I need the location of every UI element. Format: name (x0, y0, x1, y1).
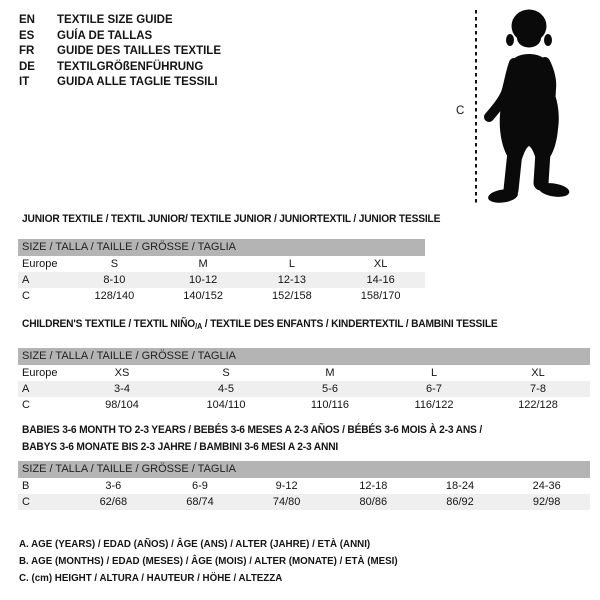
table-cell: L (430, 367, 438, 379)
table-cell: 92/98 (532, 496, 561, 508)
table-cell: 140/152 (183, 290, 223, 302)
table-row (18, 288, 425, 304)
table-row (18, 397, 590, 413)
children-size-table (18, 348, 590, 413)
table-cell: 68/74 (186, 496, 214, 508)
table-cell: 86/92 (446, 496, 474, 508)
table-cell: 62/68 (99, 496, 128, 508)
table-row (18, 494, 590, 510)
table-cell: XS (114, 367, 130, 379)
footnote-age-years: A. AGE (YEARS) / EDAD (AÑOS) / ÂGE (ANS) / ALTER (JAHRE) / ETÀ (ANNI) (19, 538, 371, 550)
table-cell: 116/122 (414, 399, 454, 411)
language-label: GUÍA DE TALLAS (57, 29, 153, 42)
table-cell: 158/170 (360, 290, 401, 302)
table-cell: 3-6 (105, 480, 122, 492)
table-cell: S (222, 367, 230, 379)
table-cell: 104/110 (206, 399, 246, 411)
row-label: B (22, 480, 30, 492)
table-cell: 14-16 (366, 274, 395, 286)
table-cell: 6-9 (192, 480, 208, 492)
table-cell: 98/104 (105, 399, 139, 411)
language-row (19, 60, 221, 76)
row-label: Europe (22, 258, 58, 270)
table-cell: 4-5 (218, 383, 234, 395)
footnotes (19, 536, 426, 587)
language-row (19, 13, 221, 29)
table-cell: 12-18 (359, 480, 388, 492)
table-cell: M (325, 367, 335, 379)
children-section-title (22, 318, 498, 331)
babies-section-title-line2: BABYS 3-6 MONATE BIS 2-3 JAHRE / BAMBINI 3-6 MESI A 2-3 ANNI (22, 441, 339, 453)
language-code: FR (19, 45, 35, 57)
row-label: A (22, 274, 30, 286)
table-cell: XL (373, 258, 388, 270)
babies-size-table (18, 461, 590, 510)
table-cell: 3-4 (114, 383, 130, 395)
language-label: GUIDE DES TAILLES TEXTILE (57, 45, 221, 57)
table-cell: M (198, 258, 208, 270)
row-label: C (22, 496, 30, 508)
row-label: C (22, 290, 30, 302)
babies-section-title-line1: BABIES 3-6 MONTH TO 2-3 YEARS / BEBÉS 3-6 MESES A 2-3 AÑOS / BÉBÉS 3-6 MOIS À 2-3 ANS / (22, 424, 483, 436)
language-row (19, 75, 221, 91)
table-size-header-bar: SIZE / TALLA / TAILLE / GRÖSSE / TAGLIA (18, 461, 590, 478)
language-label: GUIDA ALLE TAGLIE TESSILI (57, 76, 218, 88)
table-cell: 74/80 (272, 496, 301, 508)
table-cell: S (110, 258, 119, 270)
junior-size-table (18, 239, 425, 304)
table-cell: 5-6 (322, 383, 338, 395)
table-cell: L (288, 258, 295, 270)
row-label: Europe (22, 367, 58, 379)
baby-silhouette (487, 10, 570, 205)
table-size-header-bar: SIZE / TALLA / TAILLE / GRÖSSE / TAGLIA (18, 348, 590, 365)
row-label: C (22, 399, 30, 411)
row-label: A (22, 383, 30, 395)
children-title-part: CHILDREN'S TEXTILE / TEXTIL NIÑO (22, 318, 196, 330)
language-code: IT (19, 76, 30, 88)
table-cell: 18-24 (445, 480, 475, 492)
height-marker-label: C (456, 105, 465, 117)
table-cell: 12-13 (277, 274, 306, 286)
table-cell: XL (531, 367, 545, 379)
table-cell: 122/128 (518, 399, 558, 411)
table-cell: 9-12 (275, 480, 298, 492)
table-cell: 10-12 (189, 274, 218, 286)
table-row (18, 256, 425, 272)
footnote-height: C. (cm) HEIGHT / ALTURA / HAUTEUR / HÖHE / ALTEZZA (19, 572, 283, 584)
table-cell: 24-36 (532, 480, 561, 492)
table-cell: 128/140 (94, 290, 135, 302)
table-row (18, 478, 590, 494)
table-row (18, 365, 590, 381)
table-size-header-bar: SIZE / TALLA / TAILLE / GRÖSSE / TAGLIA (18, 239, 425, 256)
children-title-part: / TEXTILE DES ENFANTS / KINDERTEXTIL / BAMBINI TESSILE (202, 318, 498, 330)
table-cell: 80/86 (359, 496, 388, 508)
table-row (18, 381, 590, 397)
footnote-age-months: B. AGE (MONTHS) / EDAD (MESES) / ÂGE (MOIS) / ALTER (MONATE) / ETÀ (MESI) (19, 555, 398, 567)
table-cell: 7-8 (530, 383, 546, 395)
language-label: TEXTILGRÖßENFÜHRUNG (57, 60, 204, 73)
language-label: TEXTILE SIZE GUIDE (57, 14, 173, 26)
table-cell: 6-7 (426, 383, 442, 395)
language-row (19, 44, 221, 60)
language-code: DE (19, 60, 35, 73)
table-cell: 110/116 (310, 399, 350, 411)
language-row (19, 29, 221, 45)
table-cell: 152/158 (271, 290, 312, 302)
language-code: ES (19, 29, 35, 42)
junior-section-title: JUNIOR TEXTILE / TEXTIL JUNIOR/ TEXTILE JUNIOR / JUNIORTEXTIL / JUNIOR TESSILE (22, 213, 441, 225)
children-title-subscript: /A (195, 322, 203, 331)
table-cell: 8-10 (103, 274, 126, 286)
table-row (18, 272, 425, 288)
language-title-list (19, 13, 221, 91)
language-code: EN (19, 14, 35, 26)
